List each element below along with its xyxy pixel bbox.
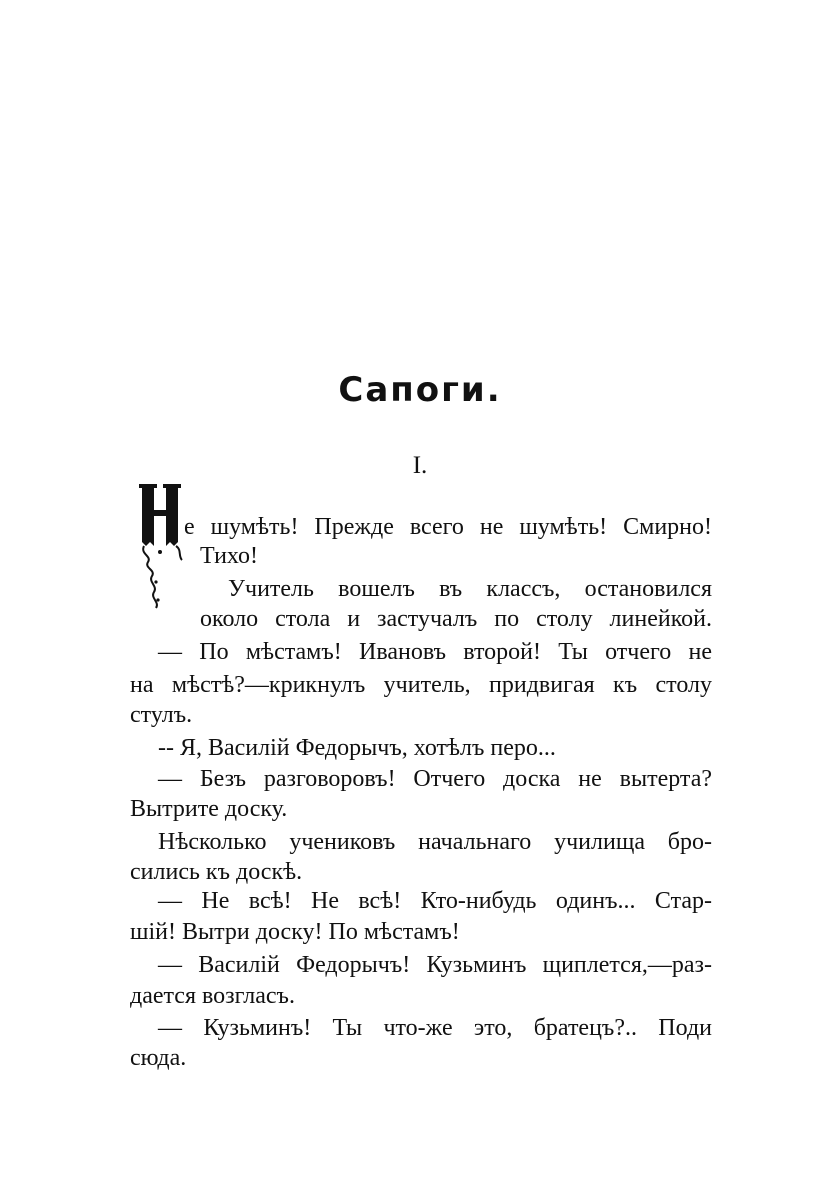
text-line: дается возгласъ. <box>130 983 295 1009</box>
text-line: -- Я, Василій Федорычъ, хотѣлъ перо... <box>158 735 556 761</box>
text-line: — Не всѣ! Не всѣ! Кто-нибудь одинъ... Стар- <box>158 888 712 914</box>
text-line: Вытрите доску. <box>130 796 288 822</box>
ornamental-dropcap <box>138 482 184 622</box>
text-line: около стола и застучалъ по столу линейкой. <box>200 606 712 632</box>
text-line: — Кузьминъ! Ты что-же это, братецъ?.. Поди <box>158 1015 712 1041</box>
chapter-number: I. <box>412 452 428 479</box>
text-line: на мѣстѣ?—крикнулъ учитель, придвигая къ столу <box>130 672 712 698</box>
text-line: сюда. <box>130 1045 187 1071</box>
text-line: Учитель вошелъ въ классъ, остановился <box>228 576 712 602</box>
text-line: сились къ доскѣ. <box>130 859 303 885</box>
text-line: — Безъ разговоровъ! Отчего доска не вытерта? <box>158 766 712 792</box>
text-line: Тихо! <box>200 543 258 569</box>
text-line: стулъ. <box>130 702 193 728</box>
story-title: Сапоги. <box>338 370 502 410</box>
text-line: е шумѣть! Прежде всего не шумѣть! Смирно! <box>184 514 712 540</box>
text-line: — По мѣстамъ! Ивановъ второй! Ты отчего не <box>158 639 712 665</box>
text-line: — Василій Федорычъ! Кузьминъ щиплется,—раз- <box>158 952 712 978</box>
text-line: шій! Вытри доску! По мѣстамъ! <box>130 919 460 945</box>
text-line: Нѣсколько учениковъ начальнаго училища бро- <box>158 829 712 855</box>
